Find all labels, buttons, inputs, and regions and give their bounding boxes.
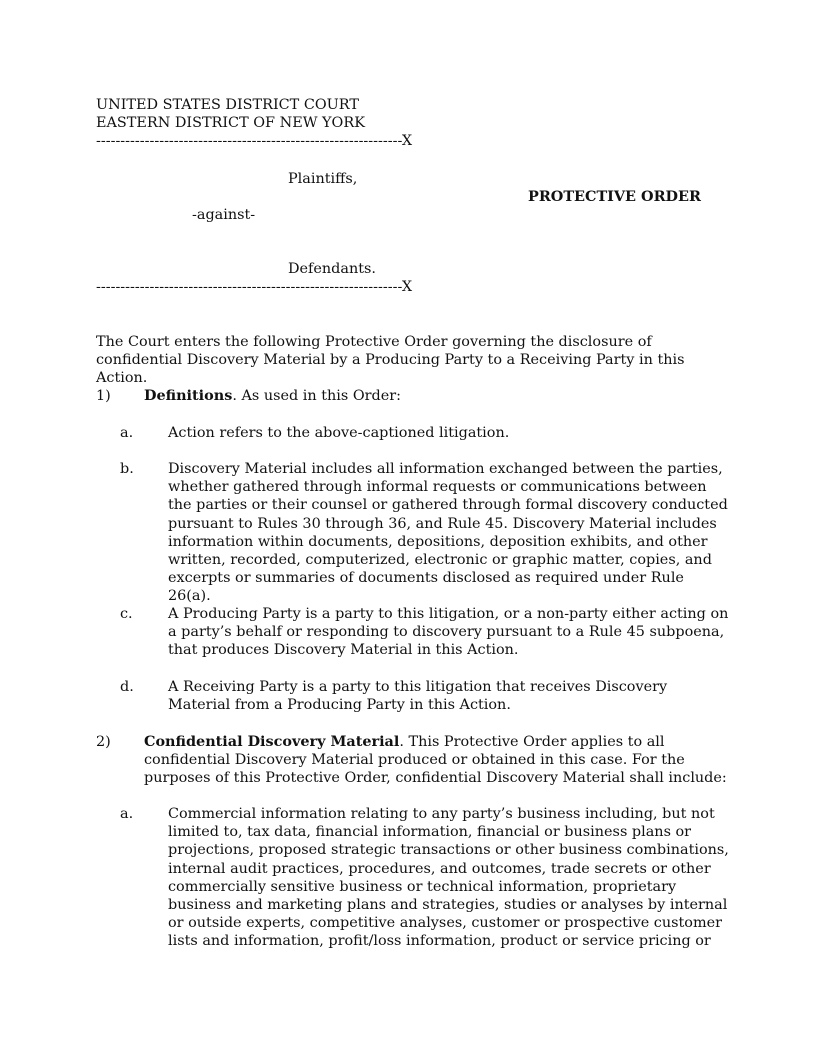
item-text: A Receiving Party is a party to this litigation that receives Discovery Material from a Producing Party in this Action. xyxy=(168,679,668,714)
item-label: a. xyxy=(120,806,134,822)
confidential-item xyxy=(120,805,730,951)
section-heading: Confidential Discovery Material xyxy=(144,733,400,750)
item-label: a. xyxy=(120,425,134,441)
document-title: PROTECTIVE ORDER xyxy=(528,188,701,205)
item-text: A Producing Party is a party to this litigation, or a non-party either acting on a party’s behalf or responding to discovery pursuant to a Rule 45 subpoena, that produces Discovery Material in this Action. xyxy=(168,606,729,659)
item-label: b. xyxy=(120,461,134,477)
court-name xyxy=(96,96,365,132)
intro-paragraph: The Court enters the following Protective Order governing the disclosure of confidential Discovery Material by a Producing Party to a Receiving Party in this Action. xyxy=(96,334,685,387)
section-text: . This Protective Order applies to all confidential Discovery Material produced or obtained in this case. For the purposes of this Protective Order, confidential Discovery Material shall include: xyxy=(144,734,727,787)
item-text: Commercial information relating to any party’s business including, but not limited to, tax data, financial information, financial or business plans or projections, proposed strategic transactions or other business combinations, internal audit practices, procedures, and outcomes, trade secrets or other commercially sensitive business or technical information, proprietary business and marketing plans and strategies, studies or analyses by internal or outside experts, competitive analyses, customer or prospective customer lists and information, profit/loss information, product or service pricing or xyxy=(168,806,729,950)
section-number: 2) xyxy=(96,734,111,750)
court-line-2: EASTERN DISTRICT OF NEW YORK xyxy=(96,115,365,132)
court-line-1: UNITED STATES DISTRICT COURT xyxy=(96,97,359,113)
section-confidential-material xyxy=(96,733,728,788)
definition-item xyxy=(120,678,730,714)
item-text: Action refers to the above-captioned litigation. xyxy=(168,425,510,441)
item-label: c. xyxy=(120,606,133,622)
definition-item xyxy=(120,605,730,660)
section-text: . As used in this Order: xyxy=(232,388,401,404)
definition-item xyxy=(120,460,730,606)
item-text: Discovery Material includes all information exchanged between the parties, whether gathered through informal requests or communications between the parties or their counsel or gathered through formal discovery conducted pursuant to Rules 30 through 36, and Rule 45. Discovery Material includes information within documents, depositions, deposition exhibits, and other written, recorded, computerized, electronic or graphic matter, copies, and excerpts or summaries of documents disclosed as required under Rule 26(a). xyxy=(168,461,728,605)
defendants-label: Defendants. xyxy=(288,261,376,277)
caption-divider-top: ---------------------------------------------------------------X xyxy=(96,133,413,149)
plaintiffs-label: Plaintiffs, xyxy=(288,171,358,187)
section-number: 1) xyxy=(96,388,111,404)
section-definitions xyxy=(96,387,728,405)
against-label: -against- xyxy=(192,207,256,223)
caption-divider-bottom: ---------------------------------------------------------------X xyxy=(96,279,413,295)
item-label: d. xyxy=(120,679,134,695)
definition-item xyxy=(120,424,730,442)
section-heading: Definitions xyxy=(144,387,233,404)
